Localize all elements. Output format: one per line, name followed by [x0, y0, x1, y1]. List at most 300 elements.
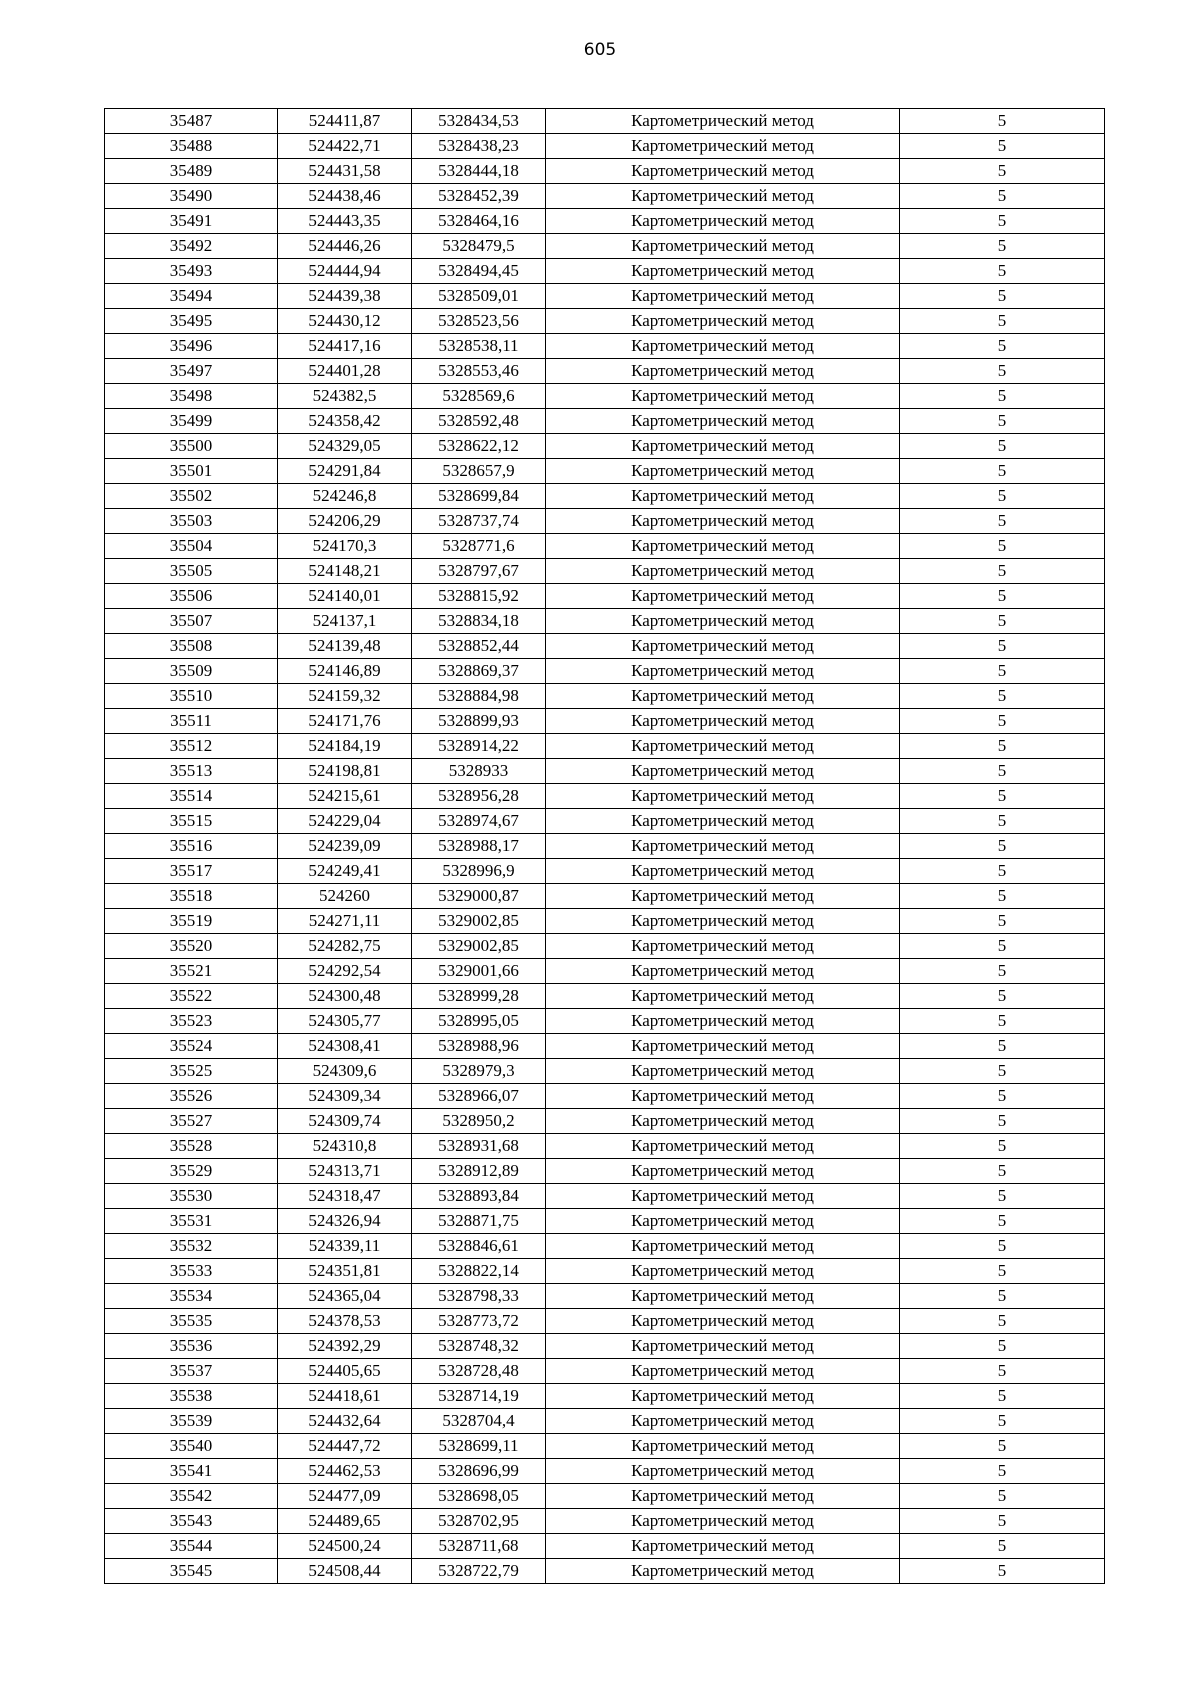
table-row — [105, 1134, 1105, 1159]
x-coordinate-cell: 524405,65 — [278, 1359, 412, 1384]
accuracy-cell: 5 — [900, 1384, 1105, 1409]
x-coordinate-cell: 524271,11 — [278, 909, 412, 934]
table-row — [105, 1409, 1105, 1434]
x-coordinate-cell: 524462,53 — [278, 1459, 412, 1484]
method-cell: Картометрический метод — [546, 284, 900, 309]
method-cell: Картометрический метод — [546, 809, 900, 834]
method-cell: Картометрический метод — [546, 709, 900, 734]
point-number-cell: 35502 — [105, 484, 278, 509]
x-coordinate-cell: 524198,81 — [278, 759, 412, 784]
accuracy-cell: 5 — [900, 1259, 1105, 1284]
method-cell: Картометрический метод — [546, 1509, 900, 1534]
point-number-cell: 35495 — [105, 309, 278, 334]
y-coordinate-cell: 5328771,6 — [412, 534, 546, 559]
accuracy-cell: 5 — [900, 609, 1105, 634]
y-coordinate-cell: 5328884,98 — [412, 684, 546, 709]
y-coordinate-cell: 5328999,28 — [412, 984, 546, 1009]
y-coordinate-cell: 5328592,48 — [412, 409, 546, 434]
table-row — [105, 734, 1105, 759]
x-coordinate-cell: 524139,48 — [278, 634, 412, 659]
accuracy-cell: 5 — [900, 709, 1105, 734]
method-cell: Картометрический метод — [546, 334, 900, 359]
table-row — [105, 859, 1105, 884]
point-number-cell: 35521 — [105, 959, 278, 984]
method-cell: Картометрический метод — [546, 1409, 900, 1434]
method-cell: Картометрический метод — [546, 684, 900, 709]
accuracy-cell: 5 — [900, 159, 1105, 184]
table-row — [105, 1484, 1105, 1509]
y-coordinate-cell: 5329000,87 — [412, 884, 546, 909]
y-coordinate-cell: 5328711,68 — [412, 1534, 546, 1559]
x-coordinate-cell: 524170,3 — [278, 534, 412, 559]
y-coordinate-cell: 5328494,45 — [412, 259, 546, 284]
table-row — [105, 1434, 1105, 1459]
x-coordinate-cell: 524365,04 — [278, 1284, 412, 1309]
method-cell: Картометрический метод — [546, 634, 900, 659]
table-row — [105, 1059, 1105, 1084]
x-coordinate-cell: 524382,5 — [278, 384, 412, 409]
method-cell: Картометрический метод — [546, 259, 900, 284]
x-coordinate-cell: 524439,38 — [278, 284, 412, 309]
table-row — [105, 284, 1105, 309]
accuracy-cell: 5 — [900, 1134, 1105, 1159]
accuracy-cell: 5 — [900, 309, 1105, 334]
table-row — [105, 259, 1105, 284]
method-cell: Картометрический метод — [546, 1259, 900, 1284]
x-coordinate-cell: 524215,61 — [278, 784, 412, 809]
method-cell: Картометрический метод — [546, 134, 900, 159]
point-number-cell: 35534 — [105, 1284, 278, 1309]
y-coordinate-cell: 5328797,67 — [412, 559, 546, 584]
point-number-cell: 35535 — [105, 1309, 278, 1334]
table-row — [105, 1334, 1105, 1359]
table-row — [105, 1109, 1105, 1134]
point-number-cell: 35524 — [105, 1034, 278, 1059]
table-row — [105, 909, 1105, 934]
y-coordinate-cell: 5328464,16 — [412, 209, 546, 234]
table-row — [105, 1234, 1105, 1259]
y-coordinate-cell: 5328699,84 — [412, 484, 546, 509]
accuracy-cell: 5 — [900, 559, 1105, 584]
x-coordinate-cell: 524339,11 — [278, 1234, 412, 1259]
point-number-cell: 35527 — [105, 1109, 278, 1134]
accuracy-cell: 5 — [900, 1009, 1105, 1034]
accuracy-cell: 5 — [900, 934, 1105, 959]
point-number-cell: 35493 — [105, 259, 278, 284]
accuracy-cell: 5 — [900, 1234, 1105, 1259]
table-row — [105, 1009, 1105, 1034]
y-coordinate-cell: 5328538,11 — [412, 334, 546, 359]
accuracy-cell: 5 — [900, 1209, 1105, 1234]
point-number-cell: 35540 — [105, 1434, 278, 1459]
method-cell: Картометрический метод — [546, 409, 900, 434]
y-coordinate-cell: 5328869,37 — [412, 659, 546, 684]
point-number-cell: 35531 — [105, 1209, 278, 1234]
table-row — [105, 109, 1105, 134]
y-coordinate-cell: 5328912,89 — [412, 1159, 546, 1184]
method-cell: Картометрический метод — [546, 1059, 900, 1084]
table-row — [105, 609, 1105, 634]
x-coordinate-cell: 524305,77 — [278, 1009, 412, 1034]
x-coordinate-cell: 524329,05 — [278, 434, 412, 459]
point-number-cell: 35545 — [105, 1559, 278, 1584]
method-cell: Картометрический метод — [546, 1234, 900, 1259]
accuracy-cell: 5 — [900, 1359, 1105, 1384]
table-row — [105, 534, 1105, 559]
method-cell: Картометрический метод — [546, 384, 900, 409]
y-coordinate-cell: 5328773,72 — [412, 1309, 546, 1334]
x-coordinate-cell: 524326,94 — [278, 1209, 412, 1234]
table-row — [105, 1084, 1105, 1109]
x-coordinate-cell: 524318,47 — [278, 1184, 412, 1209]
method-cell: Картометрический метод — [546, 1209, 900, 1234]
table-row — [105, 209, 1105, 234]
x-coordinate-cell: 524489,65 — [278, 1509, 412, 1534]
point-number-cell: 35526 — [105, 1084, 278, 1109]
table-row — [105, 834, 1105, 859]
x-coordinate-cell: 524446,26 — [278, 234, 412, 259]
x-coordinate-cell: 524229,04 — [278, 809, 412, 834]
x-coordinate-cell: 524291,84 — [278, 459, 412, 484]
accuracy-cell: 5 — [900, 534, 1105, 559]
method-cell: Картометрический метод — [546, 434, 900, 459]
accuracy-cell: 5 — [900, 659, 1105, 684]
method-cell: Картометрический метод — [546, 1434, 900, 1459]
table-row — [105, 784, 1105, 809]
point-number-cell: 35519 — [105, 909, 278, 934]
table-row — [105, 484, 1105, 509]
accuracy-cell: 5 — [900, 459, 1105, 484]
point-number-cell: 35523 — [105, 1009, 278, 1034]
accuracy-cell: 5 — [900, 859, 1105, 884]
accuracy-cell: 5 — [900, 484, 1105, 509]
y-coordinate-cell: 5328622,12 — [412, 434, 546, 459]
x-coordinate-cell: 524411,87 — [278, 109, 412, 134]
method-cell: Картометрический метод — [546, 859, 900, 884]
table-row — [105, 509, 1105, 534]
y-coordinate-cell: 5328996,9 — [412, 859, 546, 884]
point-number-cell: 35525 — [105, 1059, 278, 1084]
accuracy-cell: 5 — [900, 1034, 1105, 1059]
x-coordinate-cell: 524246,8 — [278, 484, 412, 509]
y-coordinate-cell: 5328553,46 — [412, 359, 546, 384]
accuracy-cell: 5 — [900, 1284, 1105, 1309]
point-number-cell: 35528 — [105, 1134, 278, 1159]
point-number-cell: 35497 — [105, 359, 278, 384]
page-number: 605 — [583, 40, 617, 60]
y-coordinate-cell: 5328728,48 — [412, 1359, 546, 1384]
table-row — [105, 1359, 1105, 1384]
point-number-cell: 35510 — [105, 684, 278, 709]
x-coordinate-cell: 524313,71 — [278, 1159, 412, 1184]
method-cell: Картометрический метод — [546, 1034, 900, 1059]
method-cell: Картометрический метод — [546, 909, 900, 934]
point-number-cell: 35489 — [105, 159, 278, 184]
method-cell: Картометрический метод — [546, 184, 900, 209]
accuracy-cell: 5 — [900, 259, 1105, 284]
method-cell: Картометрический метод — [546, 1284, 900, 1309]
method-cell: Картометрический метод — [546, 659, 900, 684]
method-cell: Картометрический метод — [546, 559, 900, 584]
method-cell: Картометрический метод — [546, 534, 900, 559]
y-coordinate-cell: 5328933 — [412, 759, 546, 784]
x-coordinate-cell: 524282,75 — [278, 934, 412, 959]
method-cell: Картометрический метод — [546, 109, 900, 134]
method-cell: Картометрический метод — [546, 1184, 900, 1209]
accuracy-cell: 5 — [900, 334, 1105, 359]
y-coordinate-cell: 5328798,33 — [412, 1284, 546, 1309]
y-coordinate-cell: 5328704,4 — [412, 1409, 546, 1434]
accuracy-cell: 5 — [900, 634, 1105, 659]
x-coordinate-cell: 524309,6 — [278, 1059, 412, 1084]
accuracy-cell: 5 — [900, 959, 1105, 984]
accuracy-cell: 5 — [900, 1059, 1105, 1084]
x-coordinate-cell: 524378,53 — [278, 1309, 412, 1334]
y-coordinate-cell: 5328434,53 — [412, 109, 546, 134]
x-coordinate-cell: 524260 — [278, 884, 412, 909]
table-row — [105, 884, 1105, 909]
point-number-cell: 35506 — [105, 584, 278, 609]
y-coordinate-cell: 5328846,61 — [412, 1234, 546, 1259]
y-coordinate-cell: 5328657,9 — [412, 459, 546, 484]
y-coordinate-cell: 5329002,85 — [412, 909, 546, 934]
accuracy-cell: 5 — [900, 434, 1105, 459]
accuracy-cell: 5 — [900, 384, 1105, 409]
y-coordinate-cell: 5328893,84 — [412, 1184, 546, 1209]
method-cell: Картометрический метод — [546, 1309, 900, 1334]
accuracy-cell: 5 — [900, 1484, 1105, 1509]
y-coordinate-cell: 5328852,44 — [412, 634, 546, 659]
point-number-cell: 35501 — [105, 459, 278, 484]
method-cell: Картометрический метод — [546, 1459, 900, 1484]
point-number-cell: 35491 — [105, 209, 278, 234]
method-cell: Картометрический метод — [546, 984, 900, 1009]
x-coordinate-cell: 524432,64 — [278, 1409, 412, 1434]
table-row — [105, 1209, 1105, 1234]
table-row — [105, 1509, 1105, 1534]
point-number-cell: 35490 — [105, 184, 278, 209]
y-coordinate-cell: 5328995,05 — [412, 1009, 546, 1034]
table-row — [105, 409, 1105, 434]
table-row — [105, 1534, 1105, 1559]
y-coordinate-cell: 5328698,05 — [412, 1484, 546, 1509]
point-number-cell: 35505 — [105, 559, 278, 584]
method-cell: Картометрический метод — [546, 459, 900, 484]
table-row — [105, 1384, 1105, 1409]
table-row — [105, 984, 1105, 1009]
table-row — [105, 634, 1105, 659]
accuracy-cell: 5 — [900, 1084, 1105, 1109]
x-coordinate-cell: 524140,01 — [278, 584, 412, 609]
x-coordinate-cell: 524444,94 — [278, 259, 412, 284]
point-number-cell: 35522 — [105, 984, 278, 1009]
x-coordinate-cell: 524309,74 — [278, 1109, 412, 1134]
y-coordinate-cell: 5329002,85 — [412, 934, 546, 959]
method-cell: Картометрический метод — [546, 309, 900, 334]
point-number-cell: 35508 — [105, 634, 278, 659]
y-coordinate-cell: 5328899,93 — [412, 709, 546, 734]
x-coordinate-cell: 524292,54 — [278, 959, 412, 984]
x-coordinate-cell: 524417,16 — [278, 334, 412, 359]
table-body — [105, 109, 1105, 1584]
method-cell: Картометрический метод — [546, 234, 900, 259]
point-number-cell: 35499 — [105, 409, 278, 434]
table-row — [105, 234, 1105, 259]
accuracy-cell: 5 — [900, 359, 1105, 384]
table-row — [105, 809, 1105, 834]
y-coordinate-cell: 5328871,75 — [412, 1209, 546, 1234]
point-number-cell: 35530 — [105, 1184, 278, 1209]
point-number-cell: 35513 — [105, 759, 278, 784]
y-coordinate-cell: 5328452,39 — [412, 184, 546, 209]
y-coordinate-cell: 5328815,92 — [412, 584, 546, 609]
y-coordinate-cell: 5328696,99 — [412, 1459, 546, 1484]
x-coordinate-cell: 524422,71 — [278, 134, 412, 159]
point-number-cell: 35496 — [105, 334, 278, 359]
x-coordinate-cell: 524351,81 — [278, 1259, 412, 1284]
table-row — [105, 1034, 1105, 1059]
accuracy-cell: 5 — [900, 1559, 1105, 1584]
point-number-cell: 35541 — [105, 1459, 278, 1484]
point-number-cell: 35516 — [105, 834, 278, 859]
point-number-cell: 35538 — [105, 1384, 278, 1409]
x-coordinate-cell: 524392,29 — [278, 1334, 412, 1359]
method-cell: Картометрический метод — [546, 934, 900, 959]
table-row — [105, 959, 1105, 984]
method-cell: Картометрический метод — [546, 1109, 900, 1134]
accuracy-cell: 5 — [900, 584, 1105, 609]
method-cell: Картометрический метод — [546, 609, 900, 634]
table-row — [105, 184, 1105, 209]
point-number-cell: 35544 — [105, 1534, 278, 1559]
x-coordinate-cell: 524447,72 — [278, 1434, 412, 1459]
table-row — [105, 1184, 1105, 1209]
point-number-cell: 35529 — [105, 1159, 278, 1184]
table-row — [105, 659, 1105, 684]
method-cell: Картометрический метод — [546, 1334, 900, 1359]
x-coordinate-cell: 524137,1 — [278, 609, 412, 634]
table-row — [105, 684, 1105, 709]
table-row — [105, 384, 1105, 409]
y-coordinate-cell: 5328523,56 — [412, 309, 546, 334]
y-coordinate-cell: 5328702,95 — [412, 1509, 546, 1534]
accuracy-cell: 5 — [900, 759, 1105, 784]
method-cell: Картометрический метод — [546, 884, 900, 909]
method-cell: Картометрический метод — [546, 1484, 900, 1509]
method-cell: Картометрический метод — [546, 1159, 900, 1184]
x-coordinate-cell: 524310,8 — [278, 1134, 412, 1159]
point-number-cell: 35514 — [105, 784, 278, 809]
y-coordinate-cell: 5328988,96 — [412, 1034, 546, 1059]
method-cell: Картометрический метод — [546, 509, 900, 534]
x-coordinate-cell: 524239,09 — [278, 834, 412, 859]
x-coordinate-cell: 524249,41 — [278, 859, 412, 884]
table-row — [105, 1284, 1105, 1309]
point-number-cell: 35533 — [105, 1259, 278, 1284]
table-row — [105, 1259, 1105, 1284]
accuracy-cell: 5 — [900, 734, 1105, 759]
table-row — [105, 1159, 1105, 1184]
accuracy-cell: 5 — [900, 784, 1105, 809]
y-coordinate-cell: 5328988,17 — [412, 834, 546, 859]
accuracy-cell: 5 — [900, 1159, 1105, 1184]
point-number-cell: 35537 — [105, 1359, 278, 1384]
point-number-cell: 35515 — [105, 809, 278, 834]
method-cell: Картометрический метод — [546, 1384, 900, 1409]
point-number-cell: 35509 — [105, 659, 278, 684]
table-row — [105, 159, 1105, 184]
table-row — [105, 1459, 1105, 1484]
accuracy-cell: 5 — [900, 984, 1105, 1009]
y-coordinate-cell: 5328479,5 — [412, 234, 546, 259]
method-cell: Картометрический метод — [546, 359, 900, 384]
point-number-cell: 35498 — [105, 384, 278, 409]
y-coordinate-cell: 5328822,14 — [412, 1259, 546, 1284]
method-cell: Картометрический метод — [546, 1534, 900, 1559]
method-cell: Картометрический метод — [546, 1134, 900, 1159]
point-number-cell: 35488 — [105, 134, 278, 159]
table-row — [105, 459, 1105, 484]
x-coordinate-cell: 524431,58 — [278, 159, 412, 184]
x-coordinate-cell: 524508,44 — [278, 1559, 412, 1584]
method-cell: Картометрический метод — [546, 209, 900, 234]
point-number-cell: 35503 — [105, 509, 278, 534]
table-row — [105, 759, 1105, 784]
table-row — [105, 309, 1105, 334]
y-coordinate-cell: 5328509,01 — [412, 284, 546, 309]
method-cell: Картометрический метод — [546, 784, 900, 809]
y-coordinate-cell: 5328699,11 — [412, 1434, 546, 1459]
method-cell: Картометрический метод — [546, 959, 900, 984]
table-row — [105, 584, 1105, 609]
method-cell: Картометрический метод — [546, 1009, 900, 1034]
x-coordinate-cell: 524438,46 — [278, 184, 412, 209]
accuracy-cell: 5 — [900, 1109, 1105, 1134]
point-number-cell: 35492 — [105, 234, 278, 259]
table-row — [105, 709, 1105, 734]
accuracy-cell: 5 — [900, 509, 1105, 534]
accuracy-cell: 5 — [900, 809, 1105, 834]
accuracy-cell: 5 — [900, 909, 1105, 934]
point-number-cell: 35500 — [105, 434, 278, 459]
accuracy-cell: 5 — [900, 184, 1105, 209]
accuracy-cell: 5 — [900, 684, 1105, 709]
method-cell: Картометрический метод — [546, 1084, 900, 1109]
y-coordinate-cell: 5328569,6 — [412, 384, 546, 409]
accuracy-cell: 5 — [900, 234, 1105, 259]
y-coordinate-cell: 5328748,32 — [412, 1334, 546, 1359]
x-coordinate-cell: 524358,42 — [278, 409, 412, 434]
point-number-cell: 35520 — [105, 934, 278, 959]
y-coordinate-cell: 5328950,2 — [412, 1109, 546, 1134]
method-cell: Картометрический метод — [546, 584, 900, 609]
point-number-cell: 35512 — [105, 734, 278, 759]
y-coordinate-cell: 5328979,3 — [412, 1059, 546, 1084]
y-coordinate-cell: 5328714,19 — [412, 1384, 546, 1409]
x-coordinate-cell: 524418,61 — [278, 1384, 412, 1409]
accuracy-cell: 5 — [900, 1459, 1105, 1484]
method-cell: Картометрический метод — [546, 1559, 900, 1584]
y-coordinate-cell: 5328914,22 — [412, 734, 546, 759]
table-row — [105, 1559, 1105, 1584]
method-cell: Картометрический метод — [546, 159, 900, 184]
y-coordinate-cell: 5328956,28 — [412, 784, 546, 809]
x-coordinate-cell: 524308,41 — [278, 1034, 412, 1059]
point-number-cell: 35517 — [105, 859, 278, 884]
accuracy-cell: 5 — [900, 209, 1105, 234]
point-number-cell: 35532 — [105, 1234, 278, 1259]
table-row — [105, 334, 1105, 359]
